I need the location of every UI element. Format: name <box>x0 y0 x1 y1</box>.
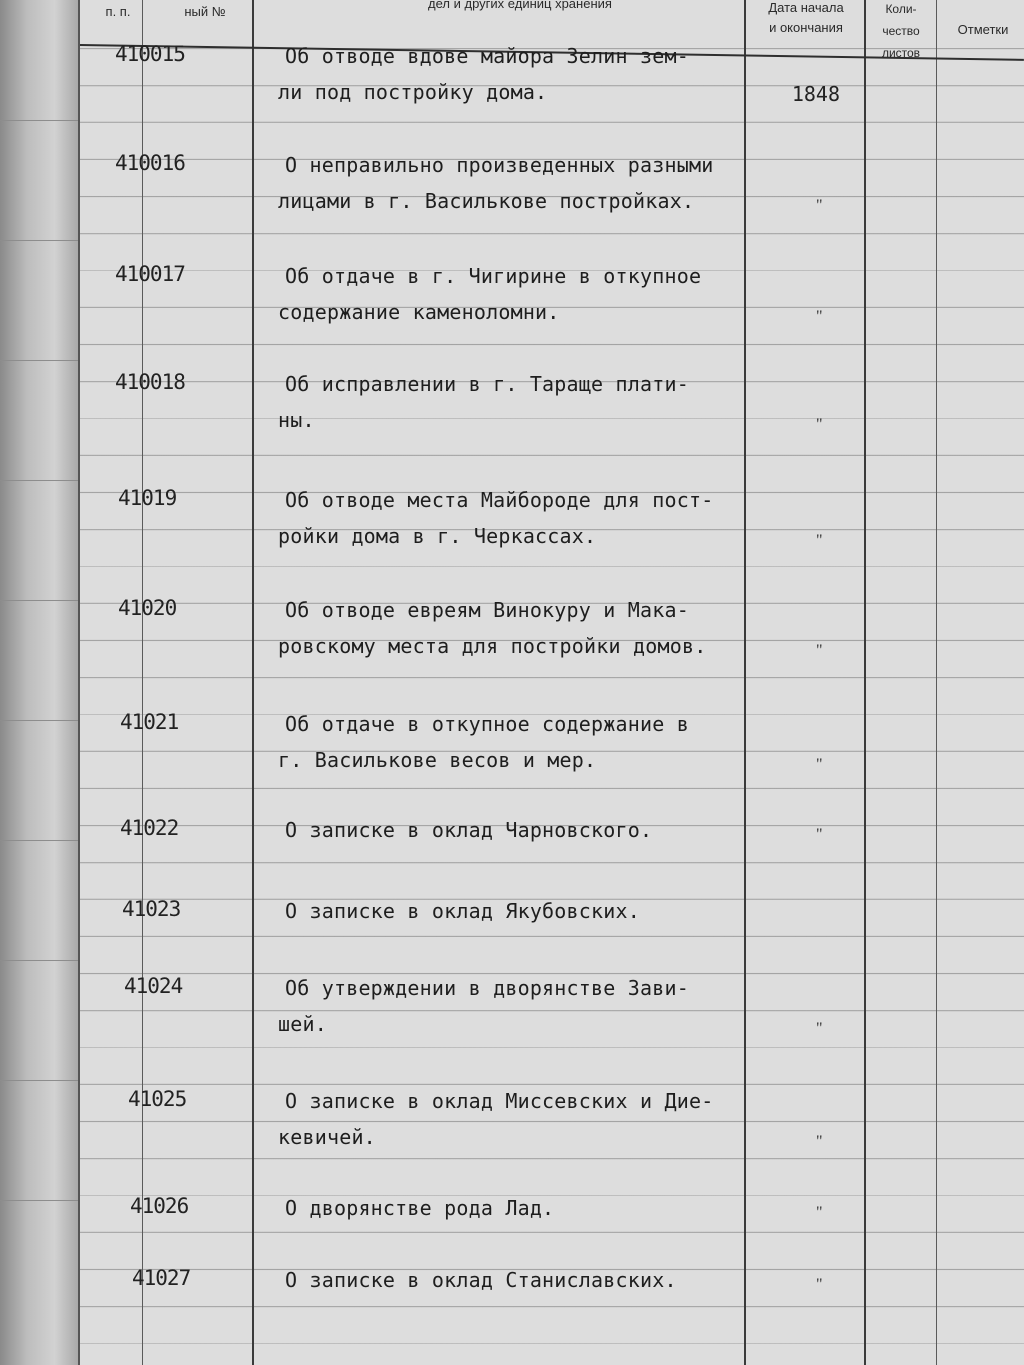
previous-page-edge <box>0 0 80 1365</box>
gutter-rule <box>0 360 78 361</box>
row-number: 410017 <box>115 262 185 286</box>
header-dates: Дата начала и окончания <box>768 0 844 35</box>
gutter-rule <box>0 480 78 481</box>
row-number: 41023 <box>122 897 181 921</box>
gutter-rule <box>0 1080 78 1081</box>
row-title-line: Об утверждении в дворянстве Зави- <box>285 976 689 1000</box>
ditto-mark: " <box>816 416 823 433</box>
gutter-rule <box>0 120 78 121</box>
gutter-rule <box>0 960 78 961</box>
row-number: 41019 <box>118 486 177 510</box>
row-number: 41027 <box>132 1266 191 1290</box>
row-title-line: кевичей. <box>278 1125 376 1149</box>
row-number: 41020 <box>118 596 177 620</box>
row-title-line: ли под постройку дома. <box>278 80 548 104</box>
row-number: 41021 <box>120 710 179 734</box>
row-title-line: шей. <box>278 1012 327 1036</box>
row-title-line: г. Василькове весов и мер. <box>278 748 597 772</box>
row-title-line: содержание каменоломни. <box>278 300 560 324</box>
row-number: 410018 <box>115 370 185 394</box>
column-rule <box>142 0 143 1365</box>
header-inventory-number: ный № <box>184 4 226 19</box>
ditto-mark: " <box>816 1133 823 1150</box>
row-title-line: Об отводе евреям Винокуру и Мака- <box>285 598 689 622</box>
row-title-line: Об отдаче в г. Чигирине в откупное <box>285 264 702 288</box>
row-title-line: О записке в оклад Станиславских. <box>285 1268 677 1292</box>
row-number: 41024 <box>124 974 183 998</box>
row-title-line: О записке в оклад Якубовских. <box>285 899 640 923</box>
ditto-mark: " <box>816 756 823 773</box>
row-title-line: О неправильно произведенных разными <box>285 153 714 177</box>
ditto-mark: " <box>816 532 823 549</box>
row-number: 41022 <box>120 816 179 840</box>
row-title-line: О записке в оклад Миссевских и Дие- <box>285 1089 714 1113</box>
gutter-rule <box>0 720 78 721</box>
inventory-page <box>80 0 1024 1365</box>
gutter-rule <box>0 1200 78 1201</box>
gutter-rule <box>0 600 78 601</box>
row-title-line: ны. <box>278 408 315 432</box>
row-title-line: Об отводе вдове майора Зелин зем- <box>285 44 689 68</box>
row-title-line: Об отдаче в откупное содержание в <box>285 712 689 736</box>
row-date: 1848 <box>791 82 840 106</box>
gutter-rule <box>0 240 78 241</box>
ditto-mark: " <box>816 1276 823 1293</box>
column-rule <box>936 0 937 1365</box>
ditto-mark: " <box>816 1204 823 1221</box>
ditto-mark: " <box>816 826 823 843</box>
header-marks: Отметки <box>957 22 1009 37</box>
row-title-line: лицами в г. Василькове постройках. <box>278 189 695 213</box>
ditto-mark: " <box>816 197 823 214</box>
header-title: дел и других единиц хранения <box>428 0 612 11</box>
ditto-mark: " <box>816 308 823 325</box>
row-number: 41025 <box>128 1087 187 1111</box>
row-number: 41026 <box>130 1194 189 1218</box>
row-title-line: ройки дома в г. Черкассах. <box>278 524 597 548</box>
row-number: 410016 <box>115 151 185 175</box>
row-number: 410015 <box>115 42 185 66</box>
gutter-rule <box>0 840 78 841</box>
header-num: п. п. <box>105 4 131 19</box>
row-title-line: ровскому места для постройки домов. <box>278 634 707 658</box>
header-sheets: Коли- чество листов <box>881 2 921 60</box>
row-title-line: О дворянстве рода Лад. <box>285 1196 555 1220</box>
row-title-line: О записке в оклад Чарновского. <box>285 818 653 842</box>
ditto-mark: " <box>816 1020 823 1037</box>
ditto-mark: " <box>816 642 823 659</box>
column-rule <box>864 0 866 1365</box>
column-rule <box>252 0 254 1365</box>
row-title-line: Об исправлении в г. Тараще плати- <box>285 372 689 396</box>
row-title-line: Об отводе места Майбороде для пост- <box>285 488 714 512</box>
column-rule <box>744 0 746 1365</box>
